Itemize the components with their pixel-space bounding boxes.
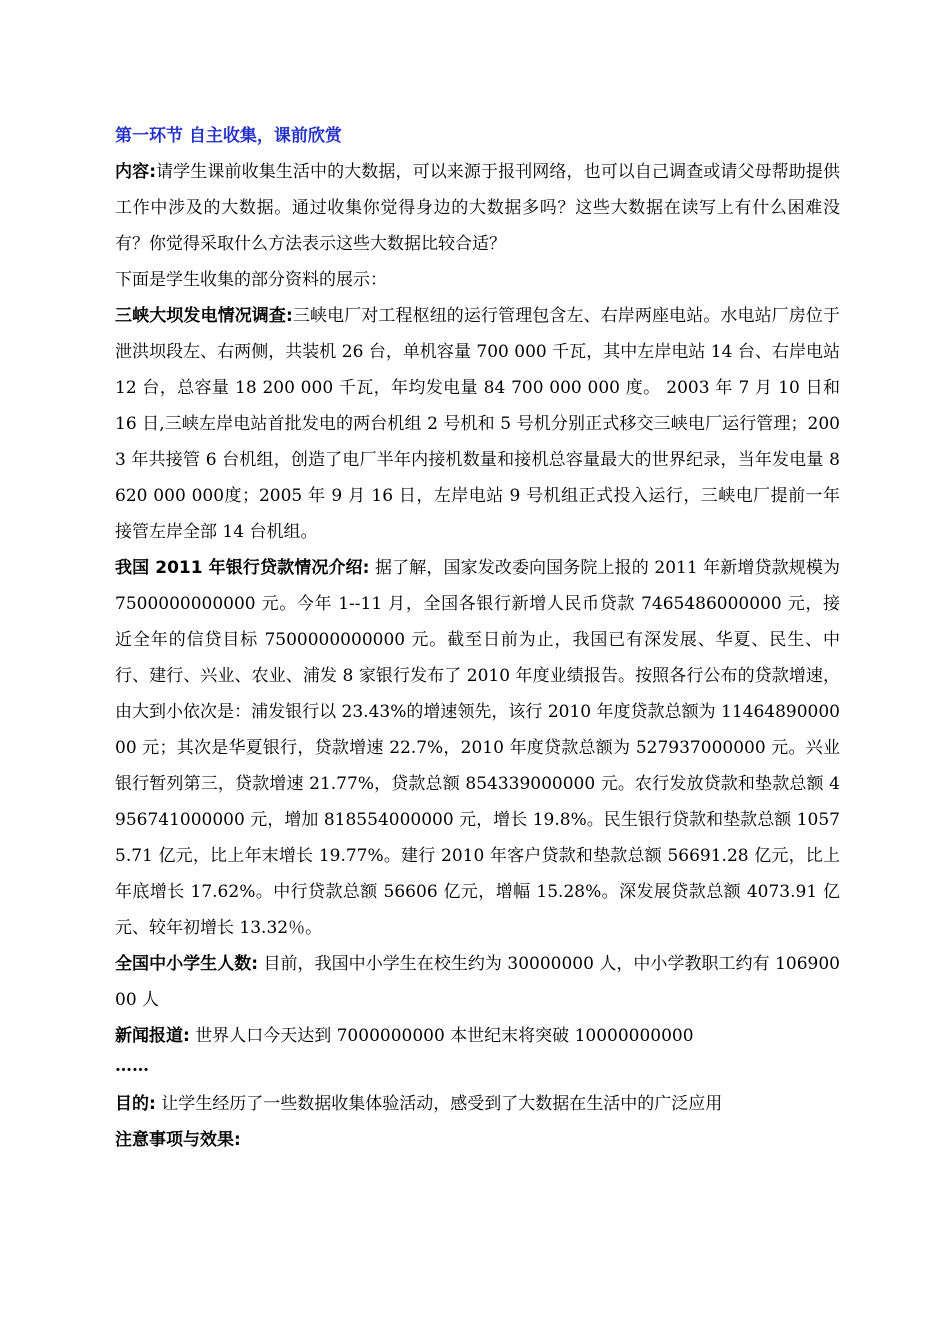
item-three-gorges (115, 298, 840, 550)
item-label: 新闻报道: (115, 1026, 190, 1046)
notes-heading (115, 1122, 840, 1158)
notes-label: 注意事项与效果: (115, 1130, 241, 1150)
item-label: 我国 2011 年银行贷款情况介绍: (115, 558, 370, 578)
item-text: 三峡电厂对工程枢纽的运行管理包含左、右岸两座电站。水电站厂房位于泄洪坝段左、右两侧，共装机 26 台，单机容量 700 000 千瓦，其中左岸电站 14 台、右岸电站 12 台，总容量 18 200 000 千瓦，年均发电量 84 700 000 000 度。 2003 年 7 月 10 日和 16 日,三峡左岸电站首批发电的两台机组 2 号机和 5 号机分别正式移交三峡电厂运行管理；2003 年共接管 6 台机组，创造了电厂半年内接机数量和接机总容量最大的世界纪录，当年发电量 8 620 000 000度；2005 年 9 月 16 日，左岸电站 9 号机组正式投入运行，三峡电厂提前一年接管左岸全部 14 台机组。 (115, 306, 840, 542)
purpose-text: 让学生经历了一些数据收集体验活动，感受到了大数据在生活中的广泛应用 (155, 1094, 723, 1114)
content-paragraph (115, 154, 840, 262)
purpose-paragraph (115, 1086, 840, 1122)
item-news-report (115, 1018, 840, 1054)
item-label: 三峡大坝发电情况调查: (115, 306, 293, 326)
item-label: 全国中小学生人数: (115, 954, 259, 974)
content-label: 内容: (115, 162, 156, 182)
item-student-count (115, 946, 840, 1018)
item-bank-loans (115, 550, 840, 946)
intro-line: 下面是学生收集的部分资料的展示： (115, 270, 387, 290)
purpose-label: 目的: (115, 1094, 156, 1114)
item-text: 目前，我国中小学生在校生约为 30000000 人，中小学教职工约有 10690000 人 (115, 954, 840, 1010)
item-text: 据了解，国家发改委向国务院上报的 2011 年新增贷款规模为 7500000000000 元。今年 1--11 月，全国各银行新增人民币贷款 7465486000000 元，接近全年的信贷目标 7500000000000 元。截至日前为止，我国已有深发展、华夏、民生、中行、建行、兴业、农业、浦发 8 家银行发布了 2010 年度业绩报告。按照各行公布的贷款增速，由大到小依次是：浦发银行以 23.43%的增速领先，该行 2010 年度贷款总额为 1146489000000 元；其次是华夏银行，贷款增速 22.7%，2010 年度贷款总额为 527937000000 元。兴业银行暂列第三，贷款增速 21.77%，贷款总额 854339000000 元。农行发放贷款和垫款总额 4956741000000 元，增加 818554000000 元，增长 19.8%。民生银行贷款和垫款总额 10575.71 亿元，比上年末增长 19.77%。建行 2010 年客户贷款和垫款总额 56691.28 亿元，比上年底增长 17.62%。中行贷款总额 56606 亿元，增幅 15.28%。深发展贷款总额 4073.91 亿元、较年初增长 13.32％。 (115, 558, 841, 938)
section-title: 第一环节 自主收集，课前欣赏 (115, 126, 342, 146)
content-text: 请学生课前收集生活中的大数据，可以来源于报刊网络，也可以自己调查或请父母帮助提供工作中涉及的大数据。通过收集你觉得身边的大数据多吗？这些大数据在读写上有什么困难没有？你觉得采取什么方法表示这些大数据比较合适？ (115, 162, 840, 254)
item-text: 世界人口今天达到 7000000000 本世纪末将突破 10000000000 (189, 1026, 694, 1046)
document-page (115, 118, 840, 1158)
ellipsis: …… (115, 1056, 149, 1076)
